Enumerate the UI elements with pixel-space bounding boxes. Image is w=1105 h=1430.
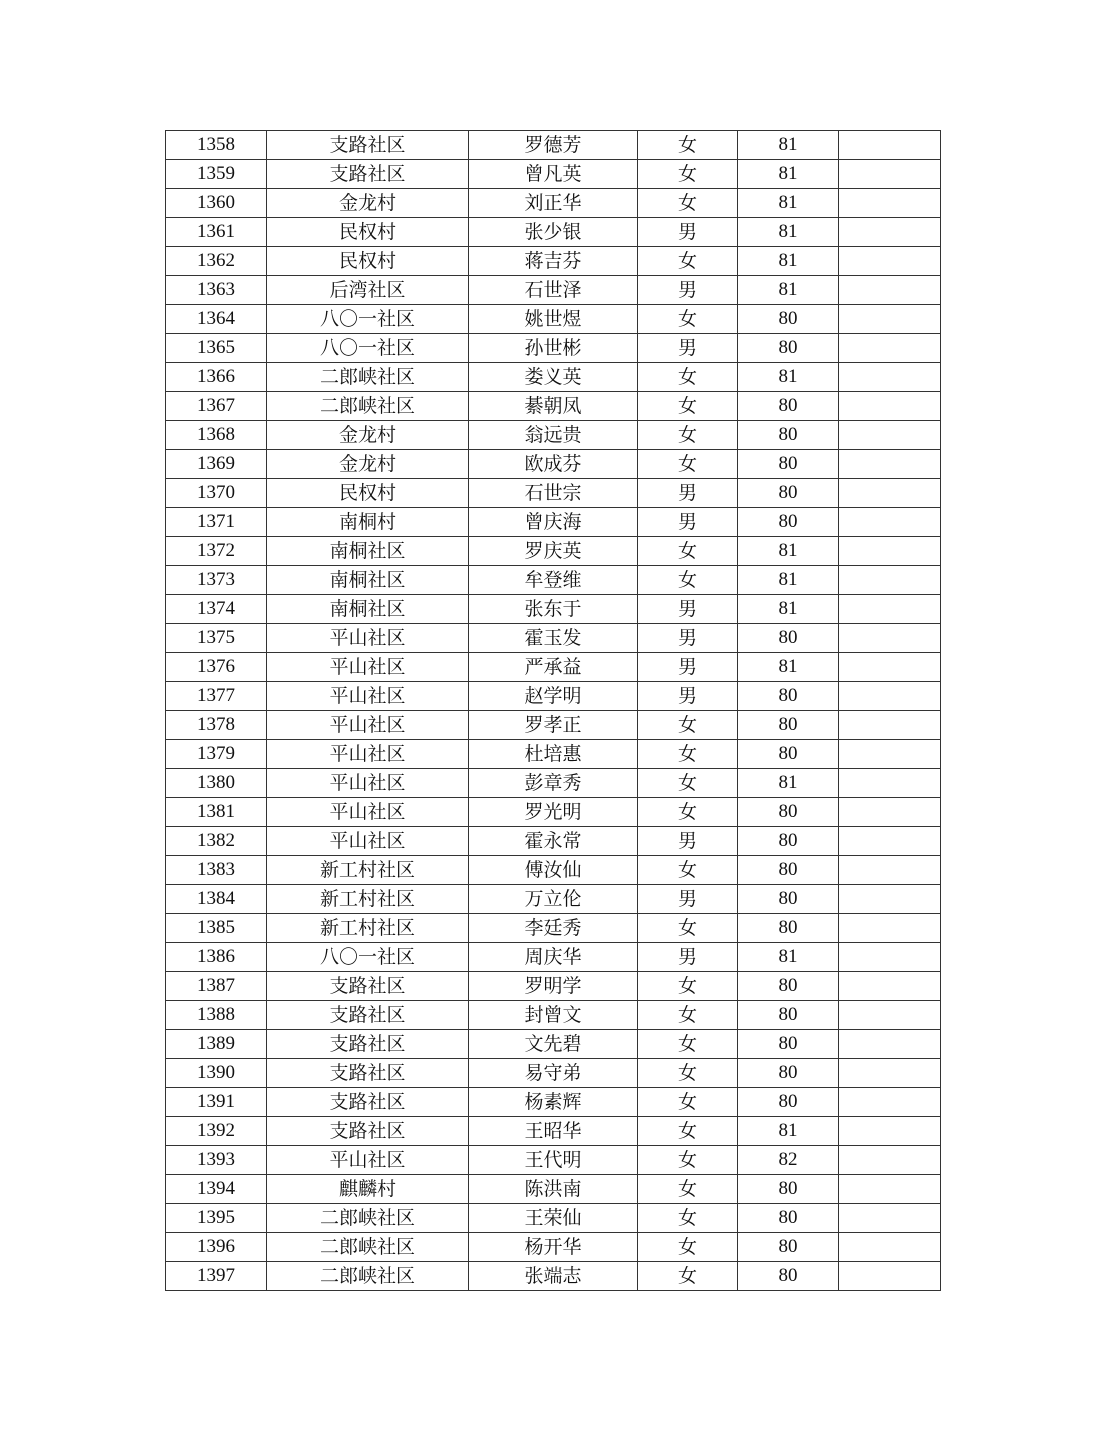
remark-cell [839,334,941,363]
age-cell: 81 [738,943,839,972]
row-number-cell: 1383 [166,856,267,885]
remark-cell [839,1117,941,1146]
table-row [166,682,941,711]
community-cell: 平山社区 [267,653,469,682]
gender-cell: 女 [638,160,738,189]
age-cell: 81 [738,189,839,218]
row-number-cell: 1397 [166,1262,267,1291]
gender-cell: 男 [638,653,738,682]
table-row [166,1262,941,1291]
table-row [166,1117,941,1146]
remark-cell [839,1175,941,1204]
row-number-cell: 1378 [166,711,267,740]
community-cell: 平山社区 [267,1146,469,1175]
row-number-cell: 1359 [166,160,267,189]
gender-cell: 女 [638,769,738,798]
age-cell: 80 [738,305,839,334]
gender-cell: 男 [638,885,738,914]
remark-cell [839,450,941,479]
remark-cell [839,711,941,740]
row-number-cell: 1396 [166,1233,267,1262]
name-cell: 石世泽 [469,276,638,305]
row-number-cell: 1392 [166,1117,267,1146]
row-number-cell: 1384 [166,885,267,914]
table-row [166,479,941,508]
gender-cell: 男 [638,595,738,624]
community-cell: 新工村社区 [267,914,469,943]
gender-cell: 女 [638,914,738,943]
community-cell: 金龙村 [267,450,469,479]
remark-cell [839,479,941,508]
table-row [166,856,941,885]
community-cell: 民权村 [267,247,469,276]
name-cell: 杨素辉 [469,1088,638,1117]
table-row [166,247,941,276]
name-cell: 曾凡英 [469,160,638,189]
table-row [166,1204,941,1233]
table-row [166,1059,941,1088]
community-cell: 平山社区 [267,624,469,653]
community-cell: 平山社区 [267,711,469,740]
name-cell: 娄义英 [469,363,638,392]
age-cell: 81 [738,160,839,189]
row-number-cell: 1381 [166,798,267,827]
remark-cell [839,131,941,160]
community-cell: 支路社区 [267,1088,469,1117]
remark-cell [839,1030,941,1059]
remark-cell [839,943,941,972]
table-row [166,624,941,653]
name-cell: 张东于 [469,595,638,624]
table-row [166,508,941,537]
community-cell: 支路社区 [267,1001,469,1030]
name-cell: 刘正华 [469,189,638,218]
age-cell: 80 [738,827,839,856]
community-cell: 支路社区 [267,1117,469,1146]
community-cell: 新工村社区 [267,856,469,885]
community-cell: 南桐村 [267,508,469,537]
remark-cell [839,508,941,537]
row-number-cell: 1388 [166,1001,267,1030]
age-cell: 80 [738,798,839,827]
roster-table [165,130,941,1291]
name-cell: 张少银 [469,218,638,247]
remark-cell [839,798,941,827]
gender-cell: 女 [638,537,738,566]
gender-cell: 女 [638,1175,738,1204]
remark-cell [839,827,941,856]
community-cell: 支路社区 [267,131,469,160]
remark-cell [839,595,941,624]
name-cell: 王代明 [469,1146,638,1175]
remark-cell [839,1204,941,1233]
community-cell: 二郎峡社区 [267,1262,469,1291]
table-row [166,334,941,363]
table-row [166,972,941,1001]
name-cell: 李廷秀 [469,914,638,943]
age-cell: 81 [738,363,839,392]
remark-cell [839,305,941,334]
table-row [166,305,941,334]
row-number-cell: 1390 [166,1059,267,1088]
gender-cell: 女 [638,1088,738,1117]
age-cell: 80 [738,1175,839,1204]
age-cell: 81 [738,131,839,160]
remark-cell [839,885,941,914]
table-row [166,1233,941,1262]
row-number-cell: 1365 [166,334,267,363]
community-cell: 支路社区 [267,160,469,189]
age-cell: 81 [738,653,839,682]
name-cell: 孙世彬 [469,334,638,363]
remark-cell [839,363,941,392]
row-number-cell: 1364 [166,305,267,334]
row-number-cell: 1358 [166,131,267,160]
age-cell: 81 [738,276,839,305]
community-cell: 支路社区 [267,1059,469,1088]
gender-cell: 女 [638,740,738,769]
age-cell: 81 [738,595,839,624]
age-cell: 81 [738,769,839,798]
age-cell: 80 [738,624,839,653]
name-cell: 霍玉发 [469,624,638,653]
community-cell: 平山社区 [267,740,469,769]
table-row [166,595,941,624]
table-row [166,131,941,160]
community-cell: 新工村社区 [267,885,469,914]
table-row [166,450,941,479]
row-number-cell: 1371 [166,508,267,537]
community-cell: 二郎峡社区 [267,1233,469,1262]
table-row [166,711,941,740]
name-cell: 綦朝凤 [469,392,638,421]
name-cell: 牟登维 [469,566,638,595]
remark-cell [839,682,941,711]
age-cell: 80 [738,479,839,508]
community-cell: 民权村 [267,218,469,247]
age-cell: 80 [738,1001,839,1030]
table-row [166,392,941,421]
row-number-cell: 1373 [166,566,267,595]
remark-cell [839,189,941,218]
row-number-cell: 1367 [166,392,267,421]
age-cell: 80 [738,1262,839,1291]
age-cell: 80 [738,1088,839,1117]
row-number-cell: 1369 [166,450,267,479]
name-cell: 王昭华 [469,1117,638,1146]
community-cell: 支路社区 [267,1030,469,1059]
row-number-cell: 1363 [166,276,267,305]
row-number-cell: 1393 [166,1146,267,1175]
name-cell: 王荣仙 [469,1204,638,1233]
community-cell: 二郎峡社区 [267,363,469,392]
name-cell: 严承益 [469,653,638,682]
community-cell: 八〇一社区 [267,943,469,972]
row-number-cell: 1389 [166,1030,267,1059]
community-cell: 南桐社区 [267,566,469,595]
age-cell: 80 [738,885,839,914]
row-number-cell: 1366 [166,363,267,392]
row-number-cell: 1361 [166,218,267,247]
gender-cell: 女 [638,711,738,740]
table-row [166,160,941,189]
gender-cell: 男 [638,276,738,305]
row-number-cell: 1380 [166,769,267,798]
row-number-cell: 1394 [166,1175,267,1204]
table-row [166,566,941,595]
gender-cell: 女 [638,1233,738,1262]
remark-cell [839,769,941,798]
age-cell: 81 [738,247,839,276]
community-cell: 二郎峡社区 [267,392,469,421]
table-row [166,1175,941,1204]
age-cell: 80 [738,508,839,537]
age-cell: 80 [738,1233,839,1262]
name-cell: 罗明学 [469,972,638,1001]
community-cell: 二郎峡社区 [267,1204,469,1233]
table-row [166,537,941,566]
table-row [166,769,941,798]
age-cell: 80 [738,1030,839,1059]
gender-cell: 男 [638,334,738,363]
table-row [166,798,941,827]
community-cell: 南桐社区 [267,595,469,624]
remark-cell [839,1262,941,1291]
row-number-cell: 1368 [166,421,267,450]
community-cell: 支路社区 [267,972,469,1001]
name-cell: 封曾文 [469,1001,638,1030]
name-cell: 姚世煜 [469,305,638,334]
remark-cell [839,653,941,682]
table-row [166,276,941,305]
remark-cell [839,218,941,247]
name-cell: 彭章秀 [469,769,638,798]
gender-cell: 女 [638,1059,738,1088]
gender-cell: 女 [638,189,738,218]
row-number-cell: 1375 [166,624,267,653]
age-cell: 80 [738,711,839,740]
remark-cell [839,856,941,885]
community-cell: 金龙村 [267,189,469,218]
row-number-cell: 1395 [166,1204,267,1233]
community-cell: 八〇一社区 [267,305,469,334]
row-number-cell: 1362 [166,247,267,276]
row-number-cell: 1372 [166,537,267,566]
row-number-cell: 1360 [166,189,267,218]
name-cell: 罗德芳 [469,131,638,160]
gender-cell: 女 [638,1117,738,1146]
table-row [166,943,941,972]
gender-cell: 女 [638,1001,738,1030]
remark-cell [839,566,941,595]
age-cell: 80 [738,334,839,363]
age-cell: 82 [738,1146,839,1175]
gender-cell: 女 [638,566,738,595]
name-cell: 罗庆英 [469,537,638,566]
age-cell: 80 [738,856,839,885]
community-cell: 平山社区 [267,798,469,827]
name-cell: 霍永常 [469,827,638,856]
name-cell: 张端志 [469,1262,638,1291]
table-row [166,1088,941,1117]
gender-cell: 女 [638,305,738,334]
table-row [166,885,941,914]
table-row [166,1030,941,1059]
age-cell: 81 [738,1117,839,1146]
name-cell: 石世宗 [469,479,638,508]
age-cell: 80 [738,450,839,479]
gender-cell: 女 [638,450,738,479]
gender-cell: 男 [638,624,738,653]
gender-cell: 女 [638,421,738,450]
age-cell: 80 [738,1059,839,1088]
remark-cell [839,972,941,1001]
community-cell: 民权村 [267,479,469,508]
community-cell: 金龙村 [267,421,469,450]
gender-cell: 女 [638,247,738,276]
name-cell: 文先碧 [469,1030,638,1059]
name-cell: 罗光明 [469,798,638,827]
age-cell: 80 [738,421,839,450]
table-row [166,1001,941,1030]
gender-cell: 女 [638,1262,738,1291]
table-row [166,189,941,218]
gender-cell: 女 [638,1204,738,1233]
row-number-cell: 1382 [166,827,267,856]
name-cell: 杜培惠 [469,740,638,769]
gender-cell: 男 [638,682,738,711]
name-cell: 周庆华 [469,943,638,972]
row-number-cell: 1387 [166,972,267,1001]
community-cell: 后湾社区 [267,276,469,305]
name-cell: 杨开华 [469,1233,638,1262]
remark-cell [839,1059,941,1088]
row-number-cell: 1374 [166,595,267,624]
table-row [166,740,941,769]
gender-cell: 男 [638,508,738,537]
table-row [166,653,941,682]
remark-cell [839,276,941,305]
name-cell: 傅汝仙 [469,856,638,885]
table-row [166,218,941,247]
gender-cell: 女 [638,392,738,421]
table-row [166,827,941,856]
age-cell: 80 [738,972,839,1001]
remark-cell [839,1001,941,1030]
name-cell: 罗孝正 [469,711,638,740]
row-number-cell: 1391 [166,1088,267,1117]
table-row [166,1146,941,1175]
row-number-cell: 1386 [166,943,267,972]
name-cell: 陈洪南 [469,1175,638,1204]
remark-cell [839,247,941,276]
row-number-cell: 1376 [166,653,267,682]
row-number-cell: 1379 [166,740,267,769]
name-cell: 欧成芬 [469,450,638,479]
name-cell: 翁远贵 [469,421,638,450]
community-cell: 平山社区 [267,827,469,856]
gender-cell: 女 [638,798,738,827]
row-number-cell: 1370 [166,479,267,508]
age-cell: 80 [738,392,839,421]
community-cell: 平山社区 [267,769,469,798]
age-cell: 80 [738,914,839,943]
remark-cell [839,392,941,421]
remark-cell [839,421,941,450]
name-cell: 赵学明 [469,682,638,711]
community-cell: 南桐社区 [267,537,469,566]
age-cell: 80 [738,682,839,711]
table-row [166,914,941,943]
remark-cell [839,740,941,769]
table-row [166,421,941,450]
age-cell: 81 [738,537,839,566]
age-cell: 81 [738,218,839,247]
gender-cell: 女 [638,131,738,160]
remark-cell [839,914,941,943]
remark-cell [839,1088,941,1117]
remark-cell [839,1146,941,1175]
gender-cell: 男 [638,943,738,972]
gender-cell: 女 [638,1030,738,1059]
gender-cell: 男 [638,827,738,856]
remark-cell [839,624,941,653]
gender-cell: 男 [638,479,738,508]
name-cell: 易守弟 [469,1059,638,1088]
gender-cell: 男 [638,218,738,247]
remark-cell [839,537,941,566]
table-row [166,363,941,392]
gender-cell: 女 [638,856,738,885]
community-cell: 八〇一社区 [267,334,469,363]
name-cell: 曾庆海 [469,508,638,537]
age-cell: 80 [738,1204,839,1233]
gender-cell: 女 [638,363,738,392]
gender-cell: 女 [638,972,738,1001]
community-cell: 麒麟村 [267,1175,469,1204]
row-number-cell: 1385 [166,914,267,943]
community-cell: 平山社区 [267,682,469,711]
name-cell: 万立伦 [469,885,638,914]
name-cell: 蒋吉芬 [469,247,638,276]
row-number-cell: 1377 [166,682,267,711]
age-cell: 80 [738,740,839,769]
age-cell: 81 [738,566,839,595]
remark-cell [839,160,941,189]
roster-body [166,131,941,1291]
gender-cell: 女 [638,1146,738,1175]
remark-cell [839,1233,941,1262]
